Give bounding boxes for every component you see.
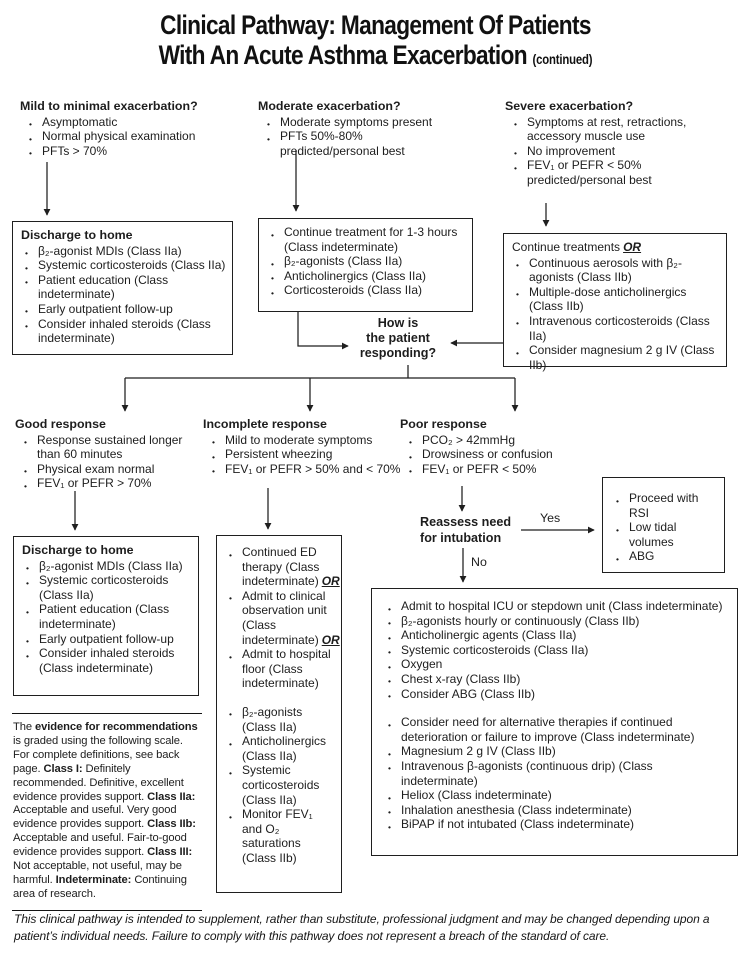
list-item: • Heliox (Class indeterminate) [388, 788, 729, 803]
list-item: • Systemic corticosteroids (Class IIa) [26, 573, 193, 602]
list-item [229, 588, 340, 647]
discharge-heading: Discharge to home [21, 228, 133, 242]
list-item: • Systemic corticosteroids (Class IIa) [25, 258, 227, 273]
box-rsi [602, 477, 725, 573]
list-item: • Consider magnesium 2 g IV (Class IIb) [516, 343, 721, 372]
incomplete-response-list [203, 433, 415, 477]
disclaimer-text: This clinical pathway is intended to supplement, rather than substitute, professional judgment and may be changed depending upon a patient’s individual needs. Failure to comply with this pathway does not represent a breach of the standard of care. [14, 912, 710, 943]
list-item: • Patient education (Class indeterminate) [25, 273, 227, 302]
list-item: • Magnesium 2 g IV (Class IIb) [388, 744, 729, 759]
box-incomplete-disposition [216, 535, 342, 893]
list-item: • FEV₁ or PEFR > 70% [24, 476, 193, 491]
poor-response-heading: Poor response [400, 417, 487, 431]
severe-treatment-heading-text: Continue treatments [512, 240, 621, 254]
list-item: • Monitor FEV₁ and O₂ saturations (Class IIb) [229, 807, 336, 865]
list-item: • β₂-agonists hourly or continuously (Class IIb) [388, 614, 729, 629]
node-incomplete-response [203, 417, 415, 476]
node-good-response [15, 417, 193, 491]
question-line2: the patient [366, 331, 430, 345]
incomplete-treatments-list [225, 705, 336, 866]
severe-heading: Severe exacerbation? [505, 99, 634, 113]
list-item: • Multiple-dose anticholinergics (Class IIb) [516, 285, 721, 314]
list-item: • Intravenous corticosteroids (Class IIa) [516, 314, 721, 343]
list-item: • Asymptomatic [29, 115, 250, 130]
discharge-bullet-list [21, 244, 227, 346]
evidence-segment: Class I: [43, 762, 83, 775]
box-discharge-home-mild [12, 221, 233, 355]
evidence-segment: Acceptable and useful. Very good evidence provides support. [13, 804, 177, 831]
severe-treatment-heading [512, 240, 721, 255]
evidence-segment: is graded using the following scale. For complete definitions, see back page. [13, 734, 183, 775]
question-how-responding [330, 316, 466, 361]
moderate-bullet-list [258, 115, 458, 159]
list-item: • Anticholinergics (Class IIa) [271, 269, 467, 284]
list-item: • Drowsiness or confusion [409, 447, 600, 462]
list-item: • Consider inhaled steroids (Class indeterminate) [25, 317, 227, 346]
list-item: • Anticholinergic agents (Class IIa) [388, 628, 729, 643]
list-item: • BiPAP if not intubated (Class indeterminate) [388, 817, 729, 832]
list-item [229, 545, 340, 589]
severe-treatment-list [512, 256, 721, 373]
icu-list-primary [384, 599, 729, 701]
evidence-segment: Not acceptable, not useful, may be harmful. [13, 860, 182, 886]
list-item: • Consider inhaled steroids (Class indeterminate) [26, 646, 193, 675]
node-poor-response [400, 417, 600, 476]
page-title-line1: Clinical Pathway: Management Of Patients [160, 10, 591, 40]
list-item: • β₂-agonists (Class IIa) [271, 254, 467, 269]
evidence-segment: Class IIa: [147, 790, 196, 803]
list-item: • Admit to hospital ICU or stepdown unit (Class indeterminate) [388, 599, 729, 614]
page-title [60, 10, 691, 75]
evidence-segment: Class IIb: [147, 818, 196, 831]
no-label: No [471, 555, 487, 569]
list-item: • Continuous aerosols with β₂-agonists (Class IIb) [516, 256, 721, 285]
list-item: • Consider need for alternative therapies if continued deterioration or failure to improve (Class indeterminate) [388, 715, 729, 744]
list-item: • Symptoms at rest, retractions, accessory muscle use [514, 115, 717, 144]
node-severe-exacerbation [505, 99, 717, 188]
list-item: • Continue treatment for 1-3 hours (Class indeterminate) [271, 225, 467, 254]
list-item: • Oxygen [388, 657, 729, 672]
list-item: • ABG [616, 549, 700, 564]
list-item: • Early outpatient follow-up [25, 302, 227, 317]
list-item: • Chest x-ray (Class IIb) [388, 672, 729, 687]
admit-options-list [225, 545, 340, 691]
question-line3: responding? [359, 346, 437, 360]
list-item: • Early outpatient follow-up [26, 632, 193, 647]
list-item: • Low tidal volumes [616, 520, 700, 549]
admit-option-text: Continued ED therapy (Class indeterminate) [242, 545, 320, 589]
list-item: • Proceed with RSI [616, 491, 700, 520]
evidence-segment: The [13, 721, 35, 733]
poor-response-list [400, 433, 600, 477]
evidence-segment: evidence for recommendations [35, 721, 198, 733]
evidence-segment: Continuing area of research. [13, 873, 187, 900]
list-gap [225, 691, 336, 705]
list-item: • Systemic corticosteroids (Class IIa) [229, 763, 336, 807]
list-item: • Corticosteroids (Class IIa) [271, 283, 467, 298]
moderate-heading: Moderate exacerbation? [258, 99, 401, 113]
list-item: • Moderate symptoms present [267, 115, 458, 130]
evidence-segment: Definitely recommended. Definitive, excellent evidence provides support. [13, 762, 184, 803]
list-item: • FEV₁ or PEFR > 50% and < 70% [212, 462, 415, 477]
page-title-line2-text: With An Acute Asthma Exacerbation [158, 40, 527, 70]
list-item: • Anticholinergics (Class IIa) [229, 734, 336, 763]
list-item: • PFTs 50%-80% predicted/personal best [267, 129, 458, 158]
evidence-grading-note [12, 713, 202, 911]
question-line1: How is [377, 316, 419, 330]
mild-heading: Mild to minimal exacerbation? [20, 99, 198, 113]
box-severe-treatment [503, 233, 727, 372]
list-item: • No improvement [514, 144, 717, 159]
box-icu-admission [371, 588, 738, 856]
discharge-heading: Discharge to home [22, 543, 134, 557]
page-title-continued: (continued) [532, 52, 593, 67]
list-item: • PCO₂ > 42mmHg [409, 433, 600, 448]
incomplete-response-heading: Incomplete response [203, 417, 327, 431]
list-item: • Consider ABG (Class IIb) [388, 687, 729, 702]
list-item: • β₂-agonist MDIs (Class IIa) [25, 244, 227, 259]
good-response-list [15, 433, 193, 491]
good-response-heading: Good response [15, 417, 106, 431]
reassess-intubation-label [420, 515, 511, 546]
or-label: OR [623, 240, 642, 254]
evidence-segment: Class III: [147, 846, 193, 859]
evidence-segment: Acceptable and useful. Fair-to-good evidence provides support. [13, 832, 187, 859]
admit-option-text: Admit to clinical observation unit (Class indeterminate) [242, 588, 327, 647]
mild-bullet-list [20, 115, 250, 159]
evidence-segment: Indeterminate: [55, 873, 132, 886]
list-item: • β₂-agonists (Class IIa) [229, 705, 336, 734]
reassess-line1: Reassess need [420, 515, 512, 529]
moderate-treatment-list [267, 225, 467, 298]
or-label: OR [321, 574, 340, 589]
list-item: • Response sustained longer than 60 minutes [24, 433, 193, 462]
list-item: • Persistent wheezing [212, 447, 415, 462]
box-discharge-home-good [13, 536, 199, 696]
severe-bullet-list [505, 115, 717, 188]
page-title-line2 [60, 40, 691, 75]
icu-list-alternative [384, 715, 729, 832]
reassess-line2: for intubation [420, 530, 502, 545]
box-moderate-treatment [258, 218, 473, 312]
list-item: • FEV₁ or PEFR < 50% predicted/personal best [514, 158, 717, 187]
list-gap [384, 701, 729, 715]
list-item: • β₂-agonist MDIs (Class IIa) [26, 559, 193, 574]
list-item: • Systemic corticosteroids (Class IIa) [388, 643, 729, 658]
discharge-good-list [22, 559, 193, 676]
list-item: • PFTs > 70% [29, 144, 250, 159]
list-item: • Normal physical examination [29, 129, 250, 144]
list-item: • Inhalation anesthesia (Class indeterminate) [388, 803, 729, 818]
or-label: OR [321, 632, 340, 647]
list-item: • Physical exam normal [24, 462, 193, 477]
list-item: • Mild to moderate symptoms [212, 433, 415, 448]
yes-label: Yes [540, 511, 561, 525]
list-item: • Patient education (Class indeterminate) [26, 602, 193, 631]
rsi-list [612, 491, 700, 564]
list-item [229, 647, 336, 691]
node-moderate-exacerbation [258, 99, 458, 158]
admit-option-text: Admit to hospital floor (Class indeterminate) [242, 647, 331, 691]
question-branch-line [125, 365, 515, 378]
node-mild-exacerbation [20, 99, 250, 158]
list-item: • Intravenous β-agonists (continuous drip) (Class indeterminate) [388, 759, 729, 788]
list-item: • FEV₁ or PEFR < 50% [409, 462, 600, 477]
